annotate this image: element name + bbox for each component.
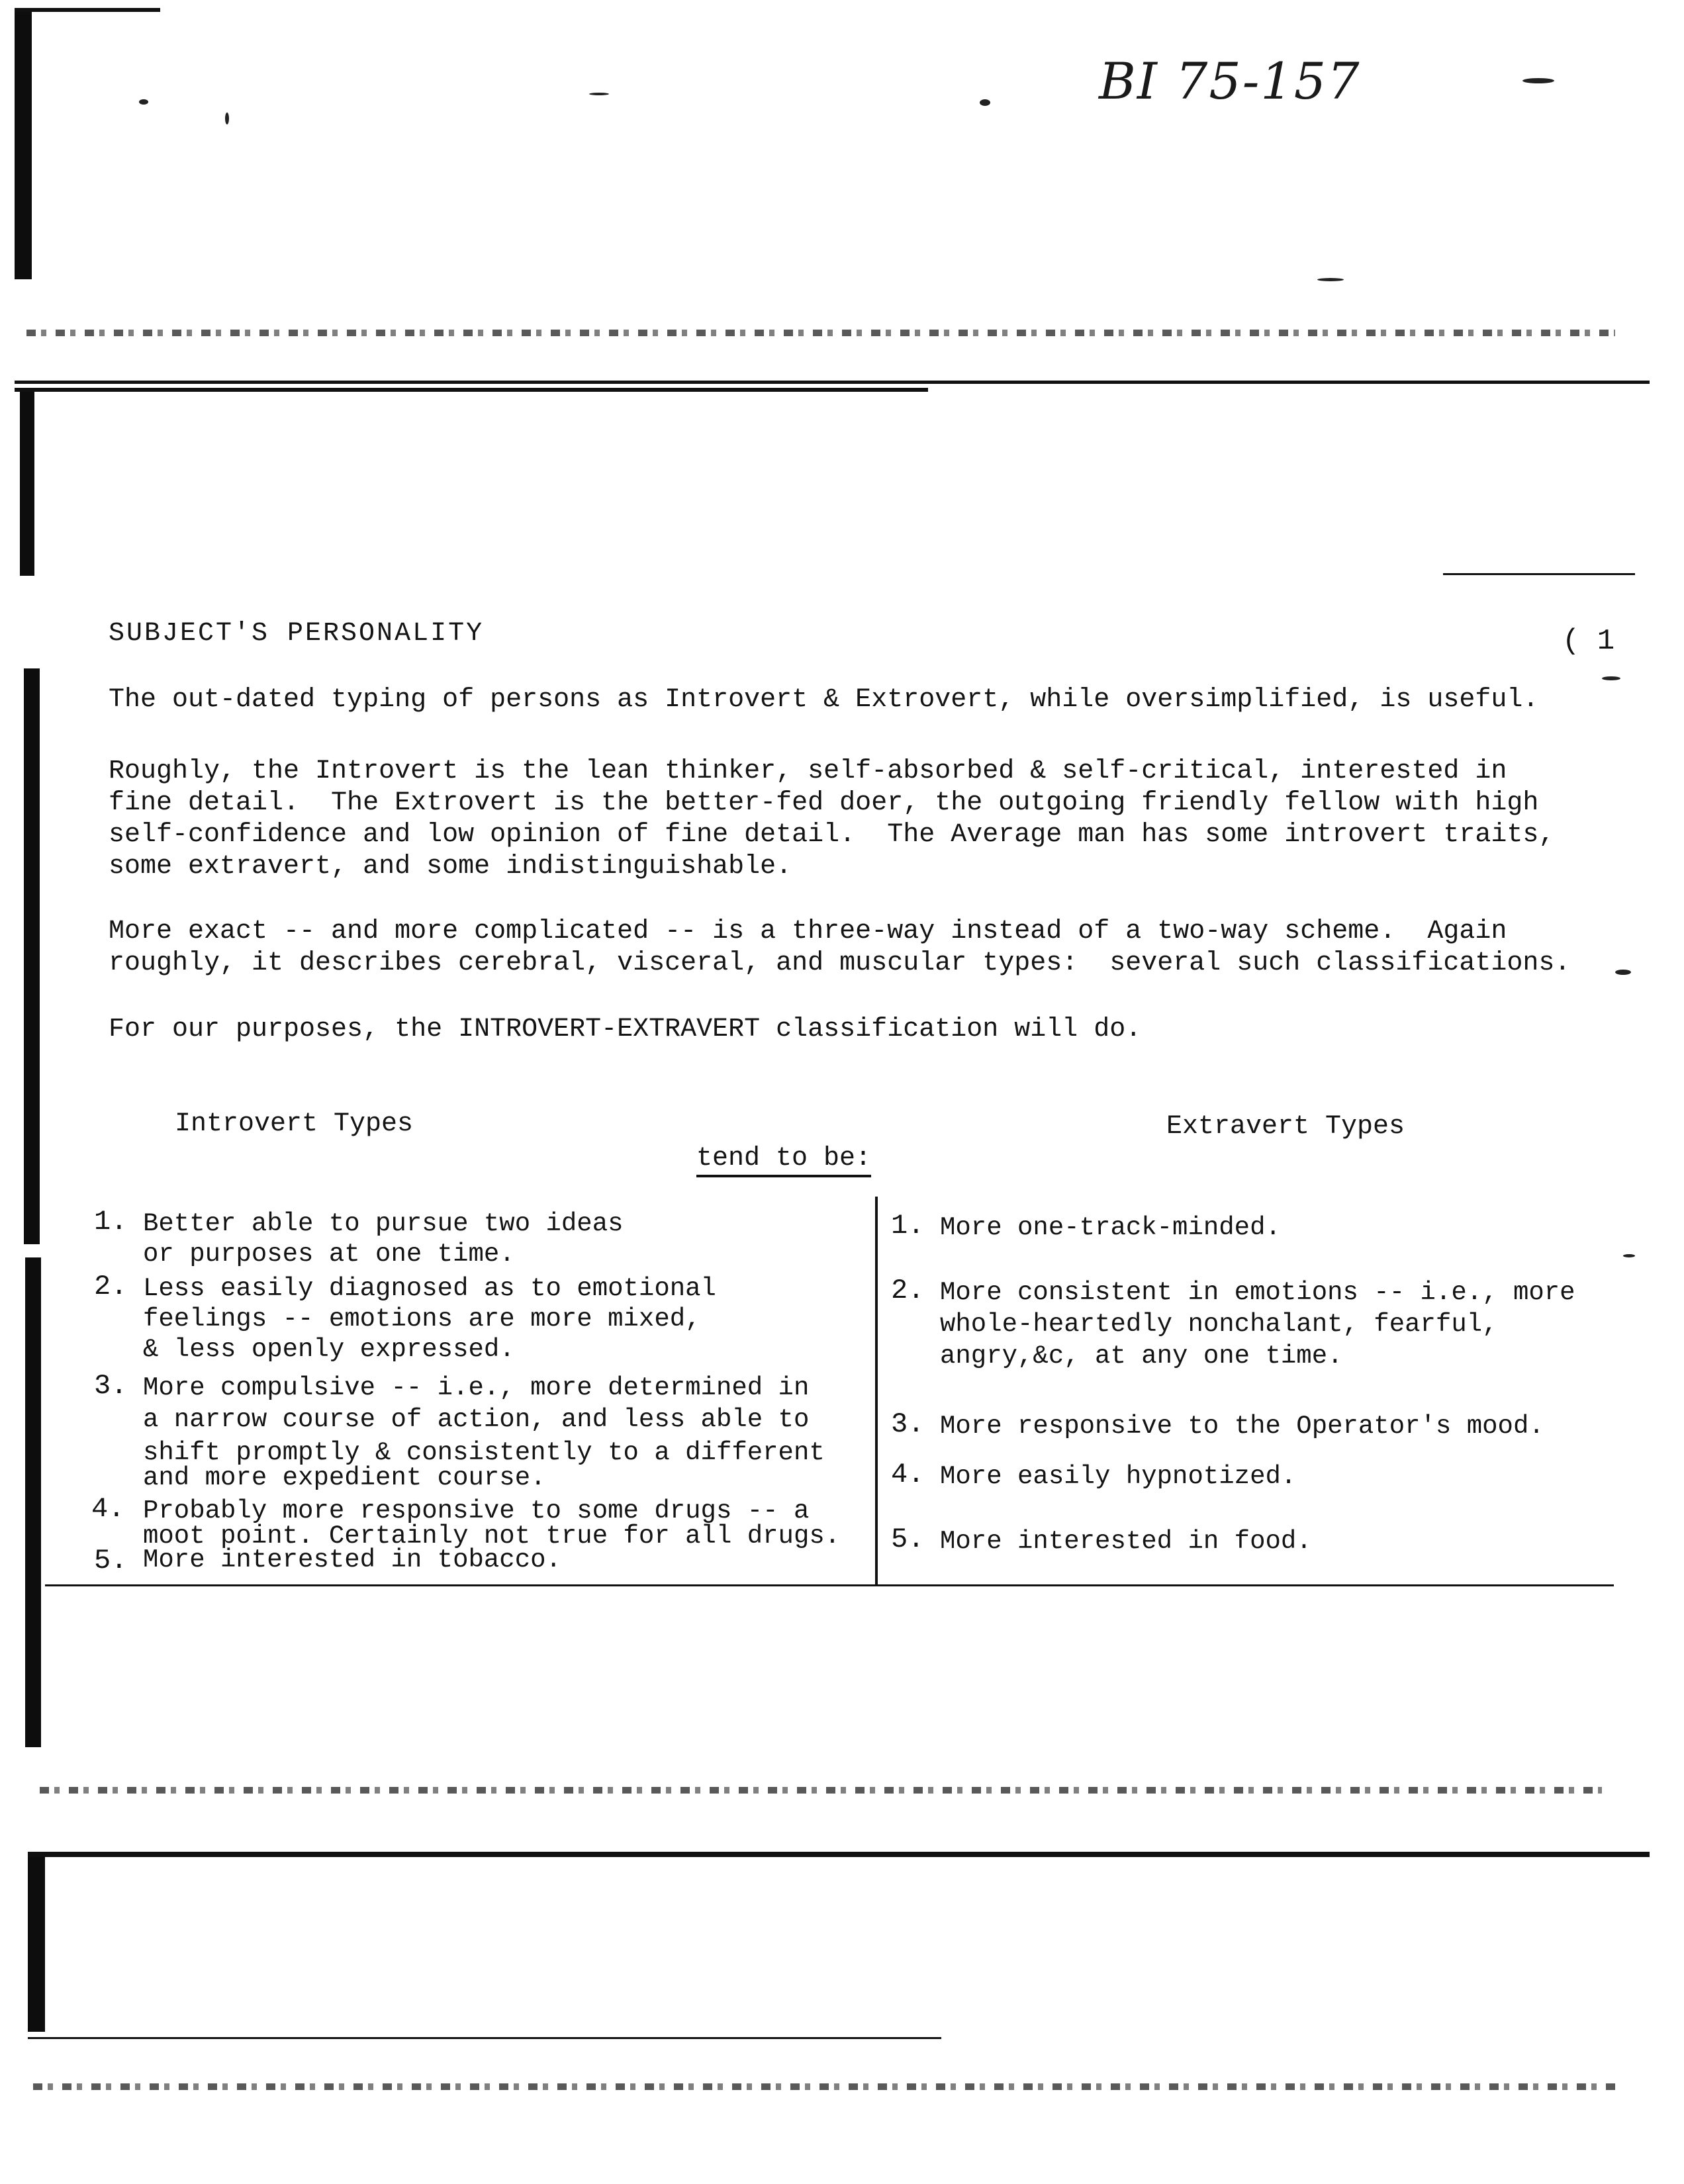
- introvert-item-line: a narrow course of action, and less able to: [143, 1405, 810, 1434]
- introvert-item-line: Less easily diagnosed as to emotional: [143, 1274, 716, 1303]
- scan-rule: [15, 381, 1650, 384]
- introvert-item-line: More interested in tobacco.: [143, 1545, 561, 1574]
- scan-speck: [1522, 78, 1554, 83]
- scan-speck: [1602, 676, 1620, 680]
- scan-edge-bar: [28, 1853, 45, 2032]
- page-marker: ( 1: [1562, 625, 1615, 658]
- scan-rule: [1443, 573, 1635, 575]
- definition-paragraph-line: some extravert, and some indistinguishable.: [109, 852, 792, 882]
- introvert-item-line: Better able to pursue two ideas: [143, 1209, 624, 1238]
- extravert-item-line: More interested in food.: [940, 1527, 1312, 1556]
- definition-paragraph-line: self-confidence and low opinion of fine detail. The Average man has some introvert traits,: [109, 820, 1555, 850]
- introvert-item-line: or purposes at one time.: [143, 1240, 515, 1269]
- extravert-item-number: 3.: [891, 1408, 925, 1440]
- scan-rule: [15, 388, 928, 392]
- purpose-paragraph: For our purposes, the INTROVERT-EXTRAVERT classification will do.: [109, 1015, 1142, 1044]
- introvert-item-line: feelings -- emotions are more mixed,: [143, 1304, 701, 1334]
- extravert-item-number: 1.: [891, 1210, 925, 1242]
- table-bottom-rule: [45, 1584, 1614, 1586]
- scan-noise-band: [40, 1787, 1602, 1794]
- introvert-item-line: & less openly expressed.: [143, 1335, 515, 1364]
- scan-edge-bar: [15, 8, 32, 279]
- definition-paragraph-line: fine detail. The Extrovert is the better-fed doer, the outgoing friendly fellow with high: [109, 788, 1539, 818]
- introvert-item-number: 5.: [94, 1545, 128, 1576]
- introvert-item-line: Probably more responsive to some drugs -- a: [143, 1496, 810, 1525]
- tend-to-be-label: tend to be:: [696, 1144, 871, 1177]
- scan-noise-band: [26, 330, 1615, 336]
- scan-speck: [1317, 278, 1344, 281]
- introvert-item-number: 2.: [94, 1271, 128, 1302]
- scan-speck: [980, 99, 990, 106]
- scheme-paragraph-line: More exact -- and more complicated -- is a three-way instead of a two-way scheme. Again: [109, 917, 1507, 946]
- scan-speck: [1623, 1254, 1635, 1257]
- scan-speck: [139, 99, 148, 105]
- introvert-item-line: moot point. Certainly not true for all drugs.: [143, 1522, 841, 1551]
- extravert-column-header: Extravert Types: [1166, 1112, 1405, 1142]
- section-title: SUBJECT'S PERSONALITY: [109, 619, 485, 649]
- extravert-item-line: More easily hypnotized.: [940, 1462, 1297, 1491]
- scan-speck: [589, 93, 609, 95]
- column-divider: [875, 1197, 878, 1584]
- scan-speck: [1615, 970, 1631, 975]
- handwritten-reference: BI 75-157: [1099, 52, 1361, 111]
- scan-rule: [28, 1852, 1650, 1857]
- scan-rule: [28, 2037, 941, 2039]
- introvert-item-number: 3.: [94, 1370, 128, 1402]
- scan-edge-bar: [24, 668, 40, 1244]
- introvert-item-number: 4.: [91, 1493, 125, 1525]
- extravert-item-line: More consistent in emotions -- i.e., more: [940, 1278, 1575, 1307]
- introvert-item-line: and more expedient course.: [143, 1463, 546, 1492]
- scheme-paragraph-line: roughly, it describes cerebral, visceral, and muscular types: several such classifications.: [109, 948, 1571, 978]
- extravert-item-line: More one-track-minded.: [940, 1213, 1281, 1242]
- scan-edge-bar: [25, 1257, 41, 1747]
- extravert-item-number: 4.: [891, 1459, 925, 1490]
- scan-noise-band: [33, 2083, 1615, 2090]
- scan-speck: [225, 113, 229, 124]
- introvert-column-header: Introvert Types: [175, 1109, 414, 1139]
- extravert-item-number: 5.: [891, 1524, 925, 1555]
- introvert-item-line: shift promptly & consistently to a different: [143, 1438, 825, 1467]
- extravert-item-line: angry,&c, at any one time.: [940, 1342, 1343, 1371]
- extravert-item-line: whole-heartedly nonchalant, fearful,: [940, 1310, 1498, 1339]
- intro-paragraph: The out-dated typing of persons as Introvert & Extrovert, while oversimplified, is useful.: [109, 685, 1539, 715]
- scan-edge-bar: [20, 390, 34, 576]
- introvert-item-number: 1.: [94, 1206, 128, 1238]
- extravert-item-number: 2.: [891, 1275, 925, 1306]
- extravert-item-line: More responsive to the Operator's mood.: [940, 1412, 1544, 1441]
- introvert-item-line: More compulsive -- i.e., more determined in: [143, 1373, 810, 1402]
- definition-paragraph-line: Roughly, the Introvert is the lean thinker, self-absorbed & self-critical, interested in: [109, 756, 1507, 786]
- scan-top-rule: [15, 8, 160, 12]
